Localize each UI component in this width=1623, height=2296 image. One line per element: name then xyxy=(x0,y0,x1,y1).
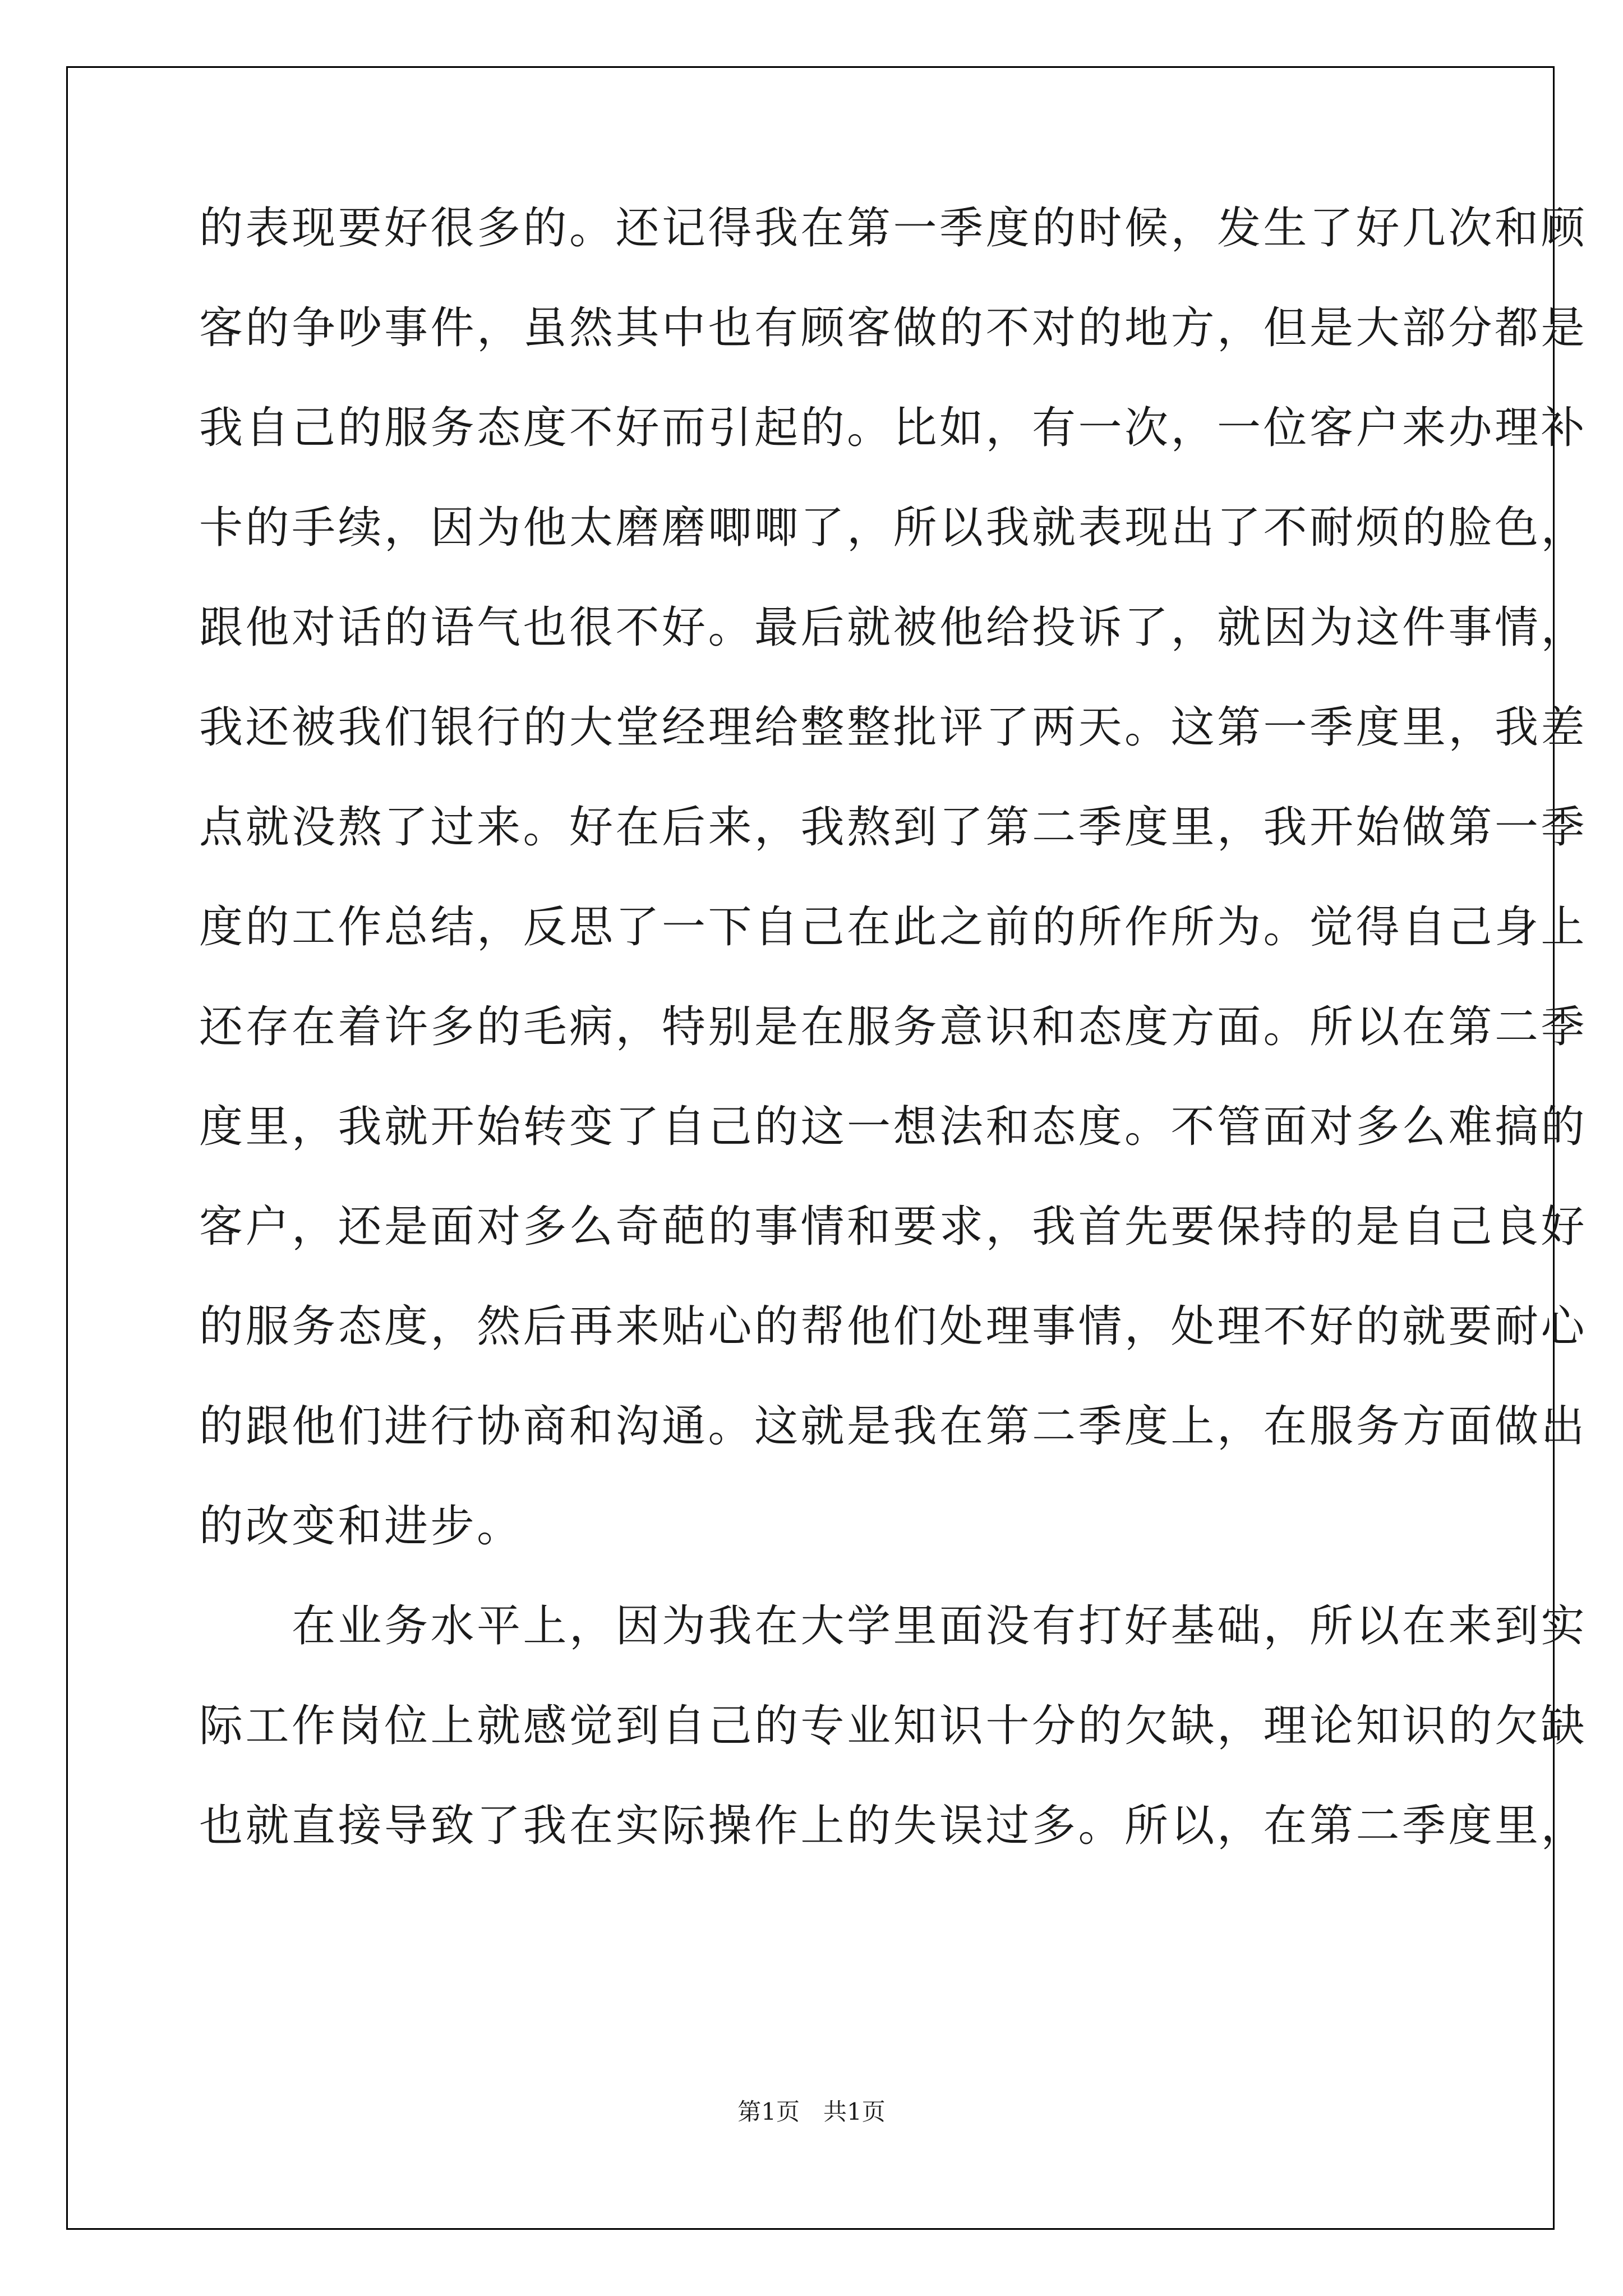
text-line: 卡的手续，因为他太磨磨唧唧了，所以我就表现出了不耐烦的脸色， xyxy=(199,503,1588,553)
text-line: 的服务态度，然后再来贴心的帮他们处理事情，处理不好的就要耐心 xyxy=(199,1301,1588,1352)
text-line: 际工作岗位上就感觉到自己的专业知识十分的欠缺，理论知识的欠缺 xyxy=(199,1701,1588,1751)
text-line: 客户，还是面对多么奇葩的事情和要求，我首先要保持的是自己良好 xyxy=(199,1202,1588,1252)
text-line: 也就直接导致了我在实际操作上的失误过多。所以，在第二季度里， xyxy=(199,1801,1588,1851)
text-line: 度的工作总结，反思了一下自己在此之前的所作所为。觉得自己身上 xyxy=(199,902,1588,953)
text-line: 在业务水平上，因为我在大学里面没有打好基础，所以在来到实 xyxy=(199,1601,1588,1651)
text-line: 点就没熬了过来。好在后来，我熬到了第二季度里，我开始做第一季 xyxy=(199,802,1588,853)
text-line: 的跟他们进行协商和沟通。这就是我在第二季度上，在服务方面做出 xyxy=(199,1401,1588,1452)
text-line: 跟他对话的语气也很不好。最后就被他给投诉了，就因为这件事情， xyxy=(199,602,1588,653)
text-line: 客的争吵事件，虽然其中也有顾客做的不对的地方，但是大部分都是 xyxy=(199,303,1588,353)
text-line: 的改变和进步。 xyxy=(199,1501,523,1552)
text-line: 的表现要好很多的。还记得我在第一季度的时候，发生了好几次和顾 xyxy=(199,203,1588,254)
text-line: 还存在着许多的毛病，特别是在服务意识和态度方面。所以在第二季 xyxy=(199,1002,1588,1052)
page-footer: 第1页 共1页 xyxy=(737,2098,886,2125)
text-line: 我自己的服务态度不好而引起的。比如，有一次，一位客户来办理补 xyxy=(199,403,1588,453)
text-line: 我还被我们银行的大堂经理给整整批评了两天。这第一季度里，我差 xyxy=(199,702,1588,753)
text-line: 度里，我就开始转变了自己的这一想法和态度。不管面对多么难搞的 xyxy=(199,1102,1588,1152)
